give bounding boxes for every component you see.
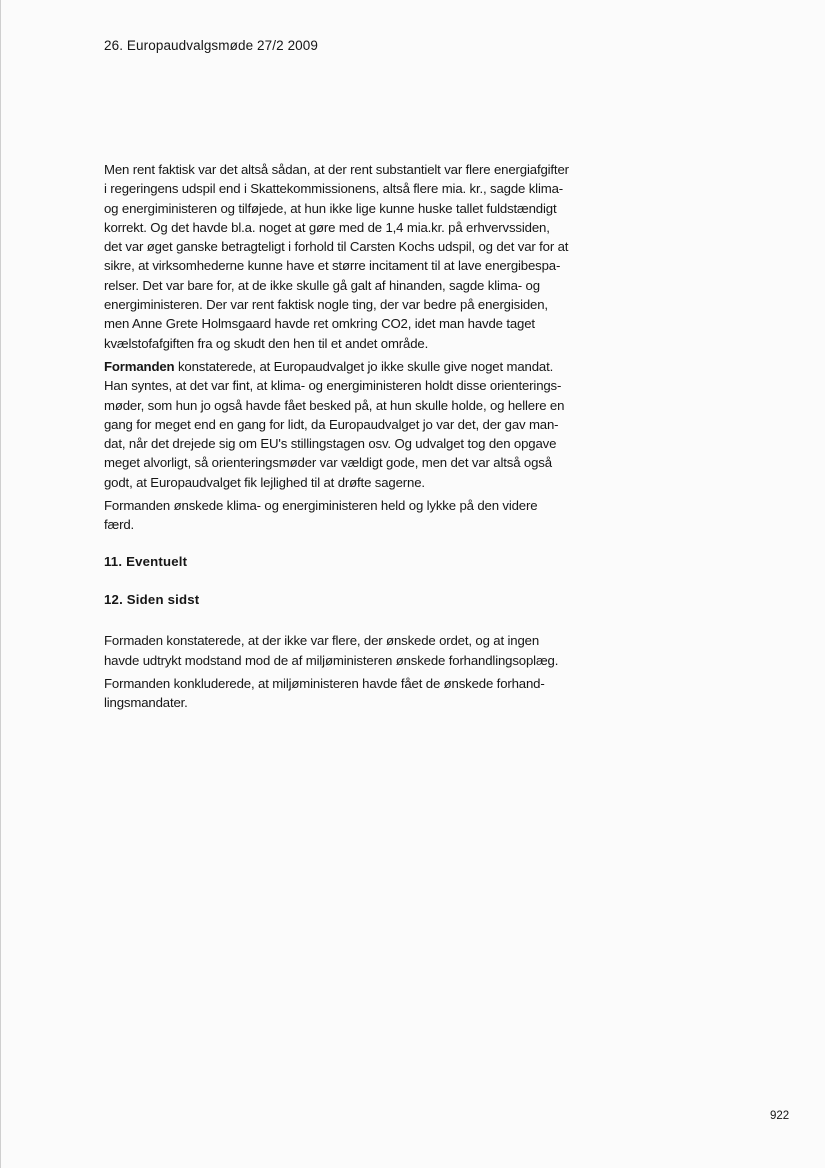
text-line: lingsmandater. xyxy=(104,695,188,711)
text-line: det var øget ganske betragteligt i forhold til Carsten Kochs udspil, og det var for at xyxy=(104,239,569,255)
text-line: møder, som hun jo også havde fået besked på, at hun skulle holde, og hellere en xyxy=(104,397,565,413)
paragraph-chairman-conclusion xyxy=(104,674,594,713)
text-fragment: konstaterede, at Europaudvalget jo ikke skulle give noget mandat. xyxy=(174,358,554,374)
text-line: Formanden konkluderede, at miljøministeren havde fået de ønskede forhand- xyxy=(104,675,545,691)
speaker-name: Formanden xyxy=(104,358,175,374)
text-line: og energiministeren og tilføjede, at hun ikke lige kunne huske tallet fuldstændigt xyxy=(104,200,557,216)
text-line: Men rent faktisk var det altså sådan, at der rent substantielt var flere energiafgifter xyxy=(104,162,569,177)
text-line: sikre, at virksomhederne kunne have et større incitament til at lave energibespa- xyxy=(104,258,561,274)
text-line: men Anne Grete Holmsgaard havde ret omkring CO2, idet man havde taget xyxy=(104,316,535,332)
text-line: meget alvorligt, så orienteringsmøder var vældigt gode, men det var altså også xyxy=(104,455,552,471)
page-number: 922 xyxy=(770,1110,790,1122)
scan-edge xyxy=(0,0,1,1168)
text-line xyxy=(104,357,594,376)
paragraph-chairman-notes xyxy=(104,631,594,670)
section-heading-eventuelt: 11. Eventuelt xyxy=(104,553,188,569)
text-line: i regeringens udspil end i Skattekommissionens, altså flere mia. kr., sagde klima- xyxy=(104,181,563,197)
text-line: Formanden ønskede klima- og energiministeren held og lykke på den videre xyxy=(104,498,538,514)
text-line: havde udtrykt modstand mod de af miljøministeren ønskede forhandlingsoplæg. xyxy=(104,652,559,668)
text-line: dat, når det drejede sig om EU's stillingstagen osv. Og udvalget tog den opgave xyxy=(104,436,557,452)
text-line: færd. xyxy=(104,517,135,533)
document-body xyxy=(104,160,594,716)
section-heading-siden-sidst: 12. Siden sidst xyxy=(104,591,200,607)
text-line: godt, at Europaudvalget fik lejlighed til at drøfte sagerne. xyxy=(104,474,425,490)
text-line: energiministeren. Der var rent faktisk nogle ting, der var bedre på energisiden, xyxy=(104,297,548,313)
paragraph-chairman-wishes xyxy=(104,496,594,535)
text-line: korrekt. Og det havde bl.a. noget at gøre med de 1,4 mia.kr. på erhvervssiden, xyxy=(104,219,550,235)
paragraph-minister-statement xyxy=(104,160,594,353)
text-line: relser. Det var bare for, at de ikke skulle gå galt af hinanden, sagde klima- og xyxy=(104,277,540,293)
text-line: Han syntes, at det var fint, at klima- og energiministeren holdt disse orienterings- xyxy=(104,378,562,394)
page-header: 26. Europaudvalgsmøde 27/2 2009 xyxy=(104,38,318,53)
paragraph-chairman-statement xyxy=(104,357,594,492)
text-line: Formaden konstaterede, at der ikke var flere, der ønskede ordet, og at ingen xyxy=(104,633,540,649)
text-line: kvælstofafgiften fra og skudt den hen til et andet område. xyxy=(104,335,429,351)
text-line: gang for meget end en gang for lidt, da Europaudvalget jo var det, der gav man- xyxy=(104,416,559,432)
